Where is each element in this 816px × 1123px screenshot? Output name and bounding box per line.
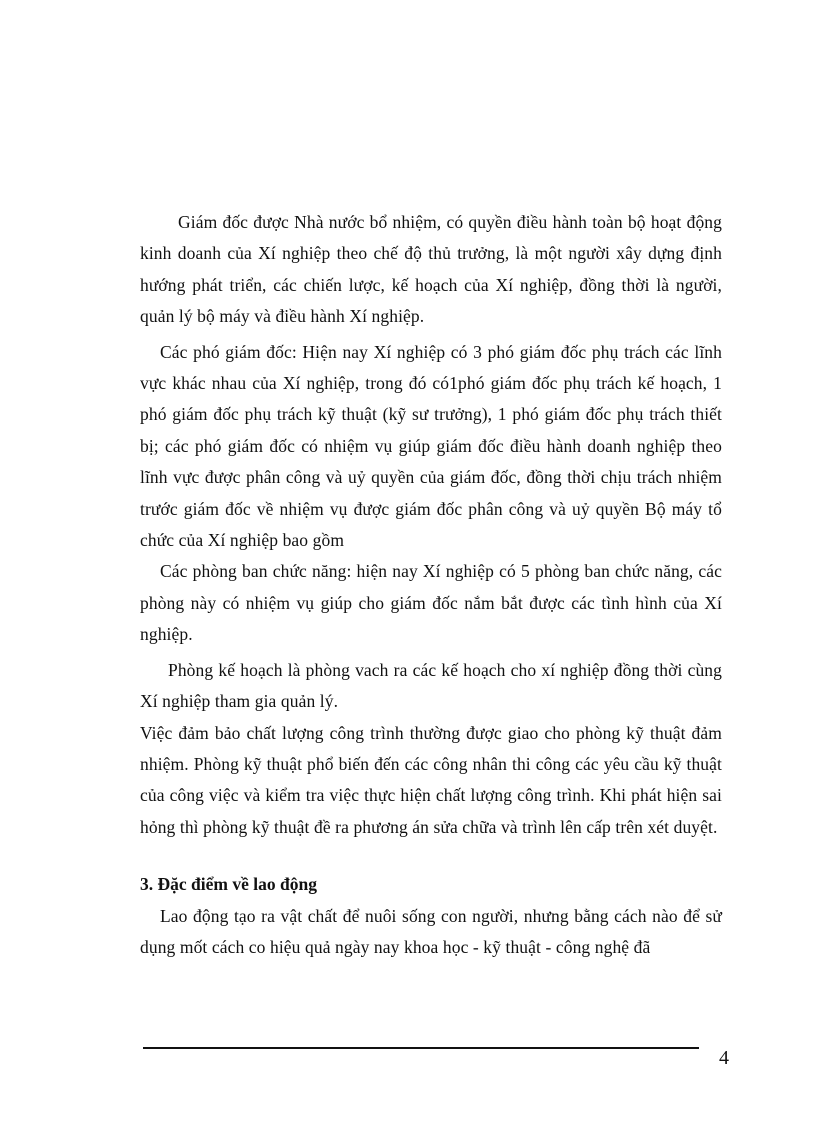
paragraph-director: Giám đốc được Nhà nước bổ nhiệm, có quyền điều hành toàn bộ hoạt động kinh doanh của Xí nghiệp theo chế độ thủ trưởng, là một người xây dựng định hướng phát triển, các chiến lược, kế hoạch của Xí nghiệp, đồng thời là người, quản lý bộ máy và điều hành Xí nghiệp. xyxy=(140,212,722,327)
paragraph-planning-department: Phòng kế hoạch là phòng vach ra các kế hoạch cho xí nghiệp đồng thời cùng Xí nghiệp tham gia quản lý. xyxy=(140,659,722,712)
body-text xyxy=(140,207,722,963)
section-heading: 3. Đặc điểm về lao động xyxy=(140,874,317,895)
paragraph-departments: Các phòng ban chức năng: hiện nay Xí nghiệp có 5 phòng ban chức năng, các phòng này có nhiệm vụ giúp cho giám đốc nắm bắt được các tình hình của Xí nghiệp. xyxy=(140,561,722,645)
footer-divider xyxy=(143,1047,699,1049)
paragraph-deputy-directors: Các phó giám đốc: Hiện nay Xí nghiệp có 3 phó giám đốc phụ trách các lĩnh vực khác nhau của Xí nghiệp, trong đó có1phó giám đốc phụ trách kế hoạch, 1 phó giám đốc phụ trách kỹ thuật (kỹ sư trưởng), 1 phó giám đốc phụ trách thiết bị; các phó giám đốc có nhiệm vụ giúp giám đốc điều hành doanh nghiệp theo lĩnh vực được phân công và uỷ quyền của giám đốc, đồng thời chịu trách nhiệm trước giám đốc về nhiệm vụ được giám đốc phân công và uỷ quyền Bộ máy tổ chức của Xí nghiệp bao gồm xyxy=(140,341,722,551)
paragraph-labor: Lao động tạo ra vật chất để nuôi sống con người, nhưng bằng cách nào để sử dụng mốt cách co hiệu quả ngày nay khoa học - kỹ thuật - công nghệ đã xyxy=(140,905,722,957)
page-number: 4 xyxy=(719,1047,729,1069)
paragraph-technical-department: Việc đảm bảo chất lượng công trình thường được giao cho phòng kỹ thuật đảm nhiệm. Phòng kỹ thuật phổ biến đến các công nhân thi công các yêu cầu kỹ thuật của công việc và kiểm tra việc thực hiện chất lượng công trình. Khi phát hiện sai hỏng thì phòng kỹ thuật đề ra phương án sửa chữa và trình lên cấp trên xét duyệt. xyxy=(140,722,722,837)
